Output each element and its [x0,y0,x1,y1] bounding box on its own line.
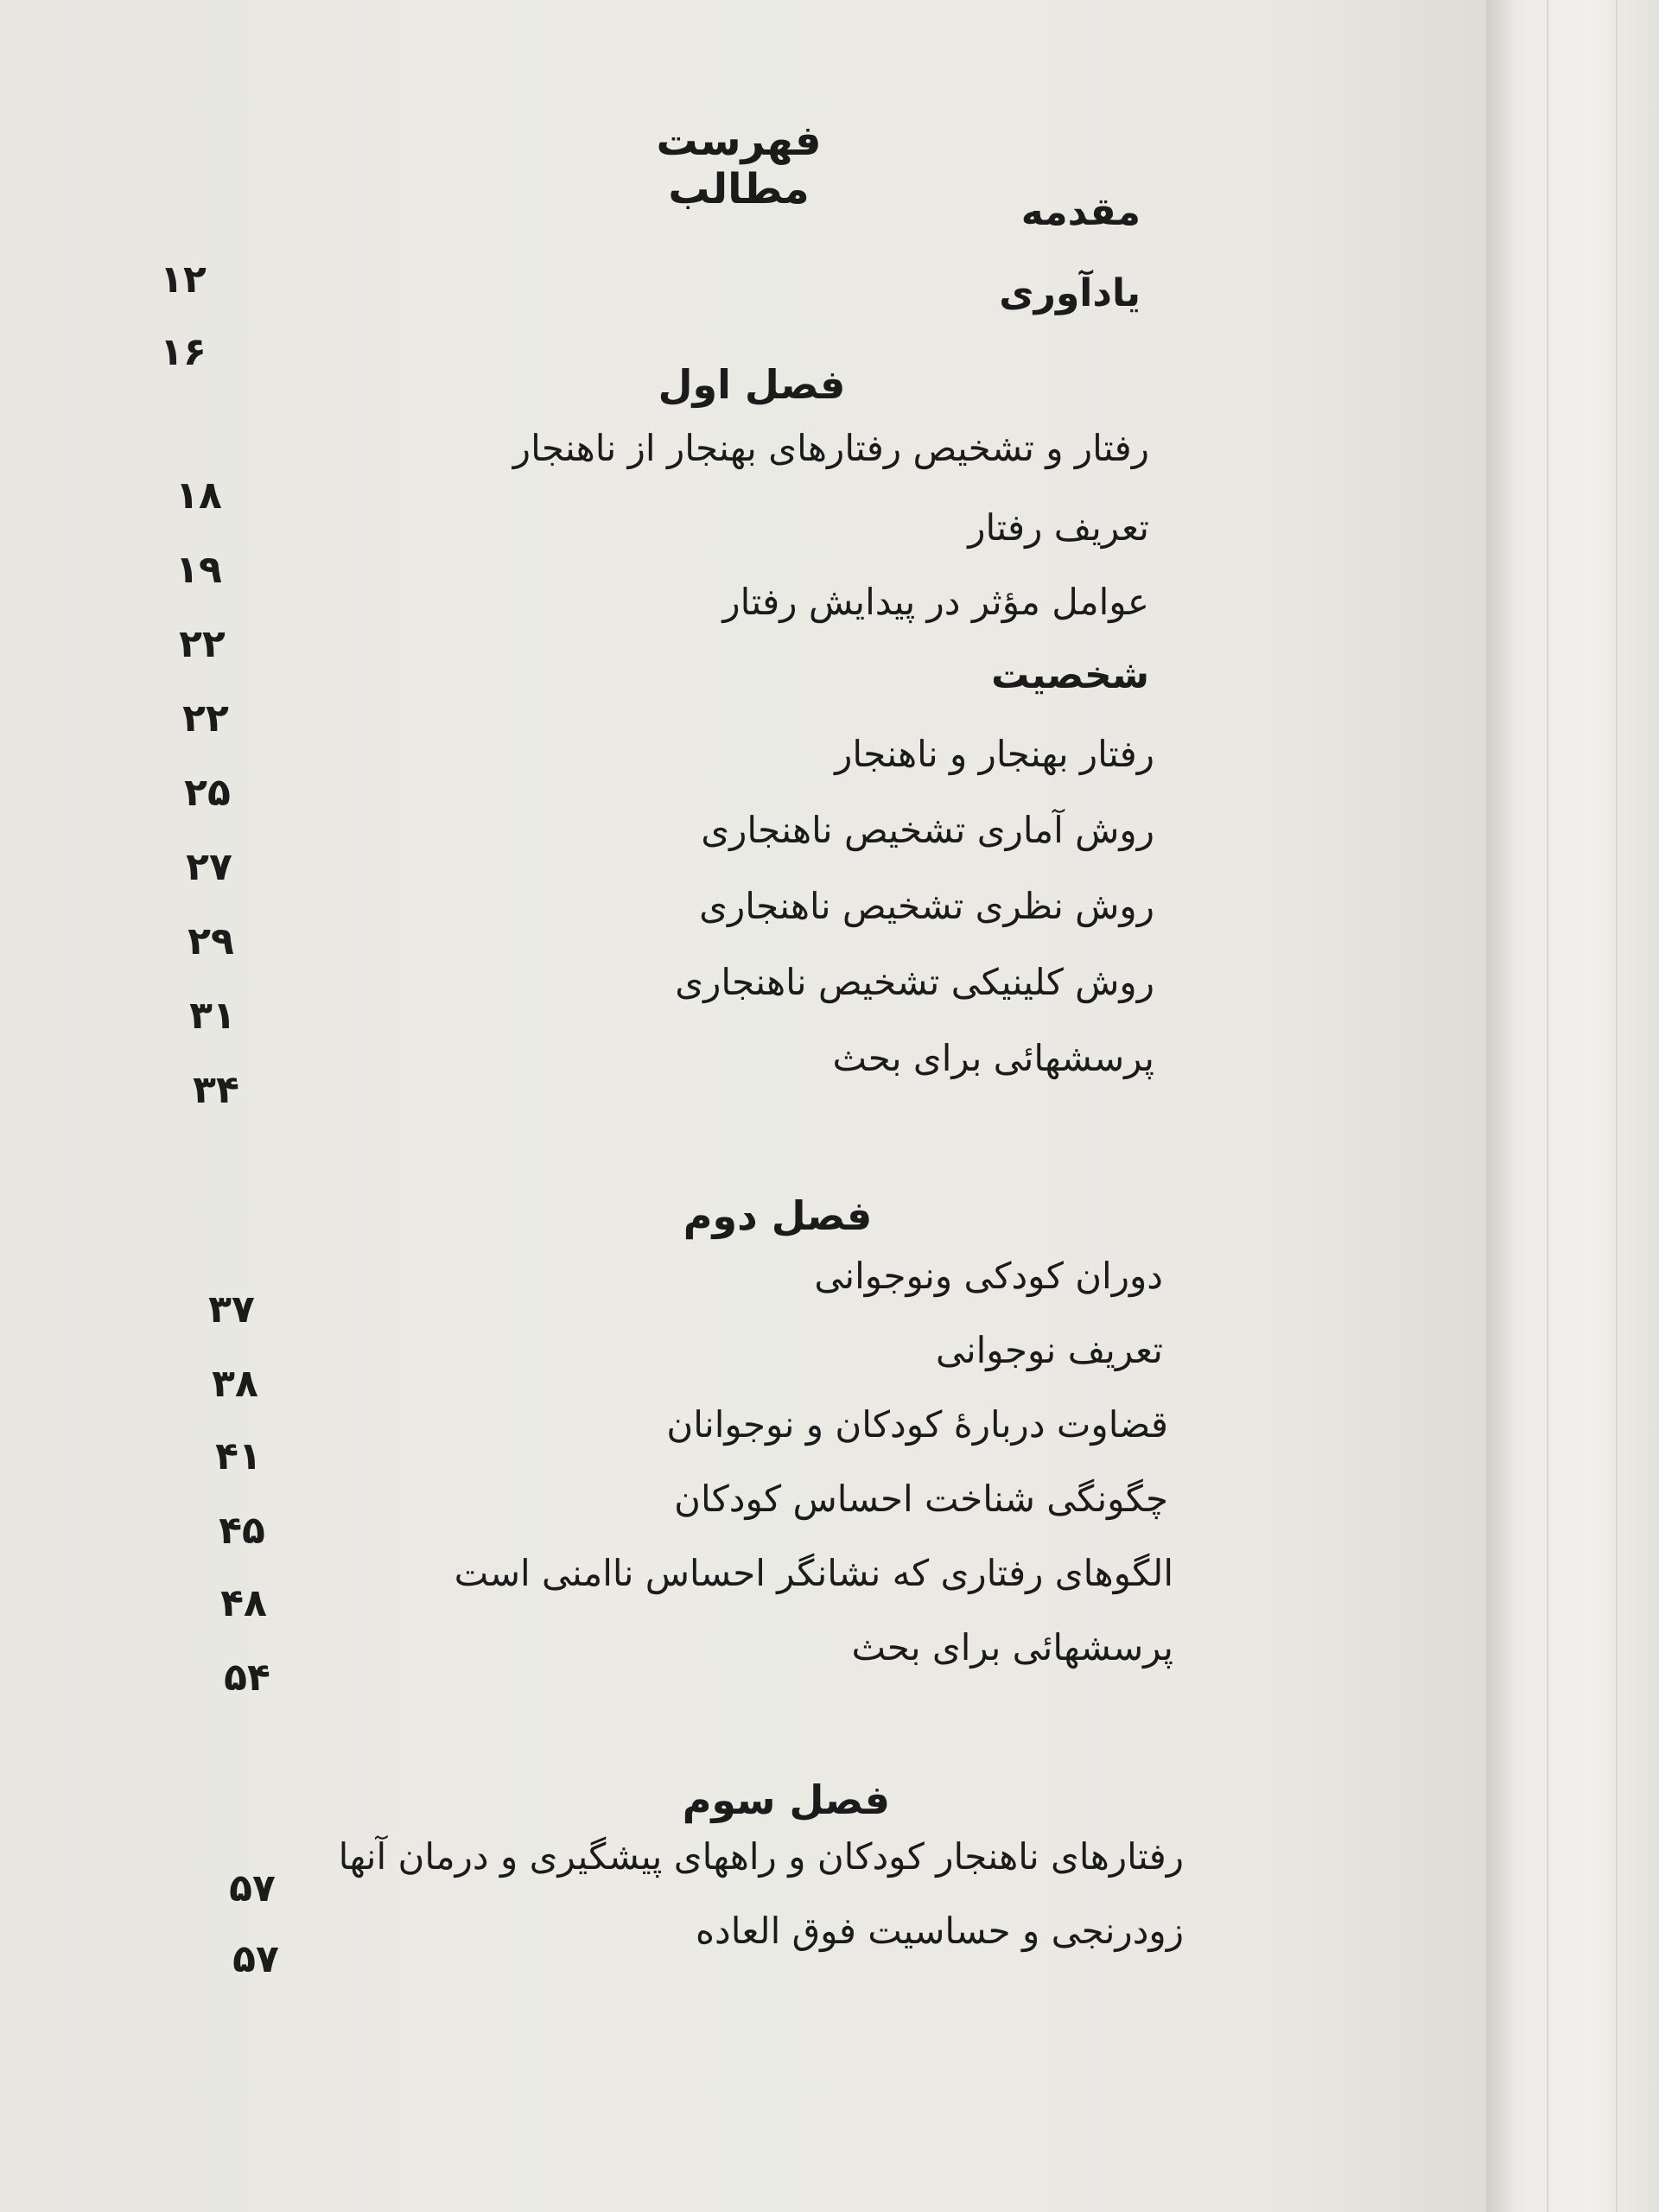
toc-entry: روش کلینیکی تشخیص ناهنجاری [675,961,1154,1003]
page-number: ۱۲ [160,257,207,302]
page-number: ۴۱ [215,1434,262,1478]
toc-title: فهرست مطالب [656,117,822,213]
toc-entry: رفتار بهنجار و ناهنجار [835,733,1154,775]
page-number: ۲۲ [179,622,226,666]
toc-entry: رفتار و تشخیص رفتارهای بهنجار از ناهنجار [512,427,1149,469]
toc-entry: روش نظری تشخیص ناهنجاری [699,885,1154,927]
toc-entry: چگونگی شناخت احساس کودکان [674,1478,1168,1520]
toc-entry: دوران کودکی ونوجوانی [814,1255,1163,1297]
page-stack-edge [1486,0,1659,2212]
toc-entry: شخصیت [991,653,1149,697]
page-number: ۵۷ [229,1866,276,1910]
page-edge-line [1616,0,1618,2212]
page-number: ۴۵ [219,1509,265,1553]
toc-entry: قضاوت دربارهٔ کودکان و نوجوانان [666,1403,1168,1446]
page-number: ۳۷ [208,1287,255,1332]
page-number: ۲۵ [184,771,231,815]
page-number: ۵۷ [232,1937,279,1981]
toc-entry-intro: مقدمه [1020,190,1141,234]
page-number: ۲۷ [186,845,232,889]
toc-entry: رفتارهای ناهنجار کودکان و راههای پیشگیری و درمان آنها [338,1835,1184,1878]
chapter-2-title: فصل دوم [683,1192,873,1239]
page-number: ۱۶ [160,330,207,374]
page-edge-line [1547,0,1548,2212]
toc-entry: زودرنجی و حساسیت فوق العاده [696,1910,1184,1952]
toc-entry: تعریف رفتار [968,506,1149,549]
chapter-3-title: فصل سوم [682,1777,890,1823]
chapter-1-title: فصل اول [658,361,846,408]
toc-entry: پرسشهائی برای بحث [832,1037,1154,1079]
toc-entry: پرسشهائی برای بحث [851,1626,1173,1669]
page-number: ۳۴ [193,1068,239,1112]
page-number: ۳۸ [212,1362,258,1406]
page-number: ۳۱ [189,994,236,1038]
toc-entry-reminder: یادآوری [999,271,1141,315]
page-number: ۵۴ [224,1656,270,1700]
toc-entry: روش آماری تشخیص ناهنجاری [701,809,1154,851]
page-number: ۱۹ [175,548,222,592]
page-number: ۴۸ [220,1581,267,1625]
page-number: ۲۹ [188,919,234,963]
toc-entry: عوامل مؤثر در پیدایش رفتار [722,581,1149,623]
toc-entry: تعریف نوجوانی [935,1329,1163,1371]
page-number: ۲۲ [182,696,229,741]
toc-entry: الگوهای رفتاری که نشانگر احساس ناامنی است [454,1552,1173,1594]
page-number: ۱۸ [175,474,222,518]
